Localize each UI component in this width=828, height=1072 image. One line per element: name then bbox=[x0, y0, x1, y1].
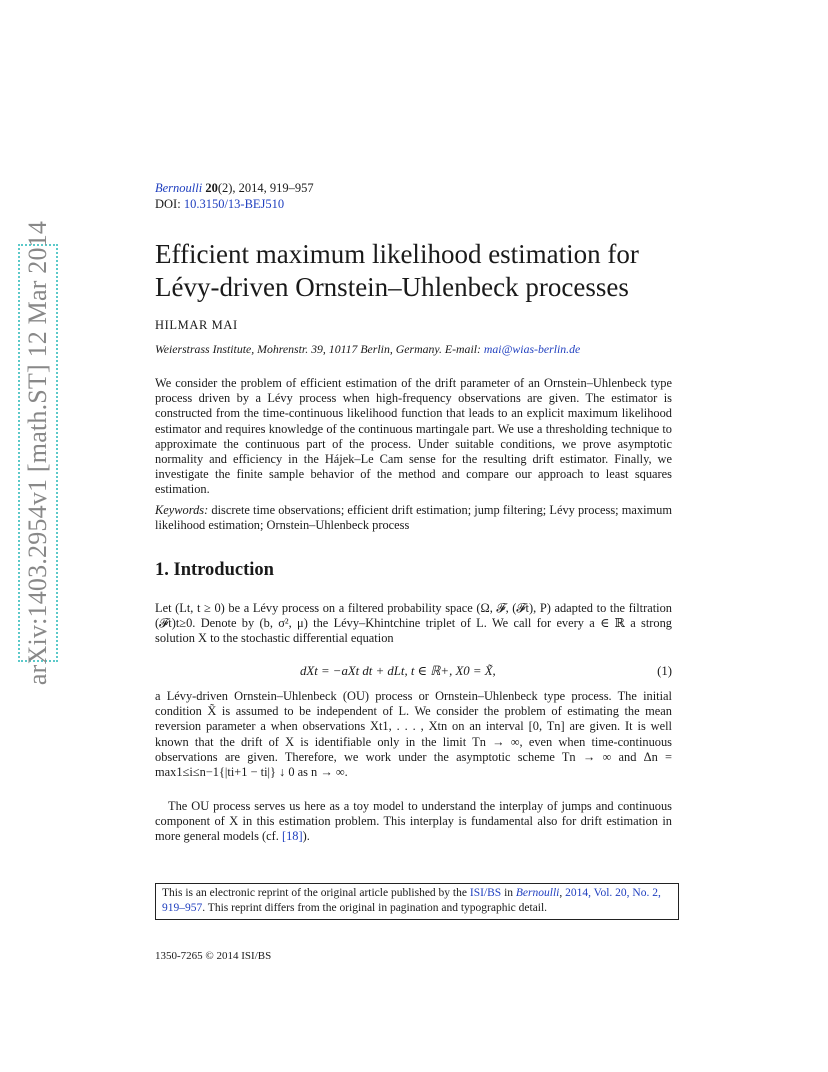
title-line-2: Lévy-driven Ornstein–Uhlenbeck processes bbox=[155, 272, 629, 302]
doi-link[interactable]: 10.3150/13-BEJ510 bbox=[183, 197, 285, 211]
reprint-citation-link[interactable]: 2014, Vol. 20, No. 2, 919–957 bbox=[162, 887, 661, 914]
arxiv-identifier: arXiv:1403.2954v1 [math.ST] 12 Mar 2014 bbox=[23, 220, 52, 686]
equation-body: dXt = −aXt dt + dLt, t ∈ ℝ+, X0 = X̃, bbox=[300, 664, 496, 678]
equation-number: (1) bbox=[657, 664, 672, 678]
reprint-journal-link[interactable]: Bernoulli bbox=[515, 887, 560, 899]
journal-citation bbox=[155, 180, 314, 196]
keywords-label: Keywords: bbox=[155, 503, 209, 517]
affiliation bbox=[155, 342, 580, 357]
intro-paragraph-1: Let (Lt, t ≥ 0) be a Lévy process on a filtered probability space (Ω, 𝓕, (𝓕t), P) adapted to the filtration (𝓕t)t≥0. Denote by (b, σ², μ) the Lévy–Khintchine triplet of L. We call for every a ∈ ℝ a strong solution X to the stochastic differential equation bbox=[155, 601, 672, 646]
isibs-link[interactable]: ISI/BS bbox=[469, 887, 502, 899]
reference-link-18[interactable]: [18] bbox=[281, 829, 303, 844]
keywords bbox=[155, 503, 672, 533]
journal-issue-pages: (2), 2014, 919–957 bbox=[217, 181, 314, 195]
intro-p3-text: The OU process serves us here as a toy model to understand the interplay of jumps and continuous component of X in this estimation problem. This interplay is fundamental also for drift estimation in more general models (cf. bbox=[155, 799, 672, 844]
reprint-text-1: This is an electronic reprint of the original article published by the bbox=[162, 887, 470, 899]
journal-link[interactable]: Bernoulli bbox=[155, 181, 203, 195]
affiliation-text: Weierstrass Institute, Mohrenstr. 39, 10117 Berlin, Germany. E-mail: bbox=[155, 342, 484, 356]
section-heading: 1. Introduction bbox=[155, 560, 274, 580]
doi-line bbox=[155, 196, 284, 212]
author-name: HILMAR MAI bbox=[155, 318, 238, 332]
arxiv-side-stamp bbox=[18, 220, 58, 686]
reprint-text-2: in bbox=[501, 887, 516, 899]
intro-paragraph-3 bbox=[155, 799, 672, 845]
journal-volume: 20 bbox=[205, 181, 218, 195]
reprint-text-3: , bbox=[559, 887, 563, 899]
reprint-text-4: . This reprint differs from the original in pagination and typographic detail. bbox=[202, 902, 548, 914]
abstract: We consider the problem of efficient estimation of the drift parameter of an Ornstein–Uhlenbeck type process driven by a Lévy process when high-frequency observations are given. The estimator is constructed from the time-continuous likelihood function that leads to an explicit maximum likelihood estimator and requires knowledge of the continuous martingale part. We use a thresholding technique to approximate the continuous part of the process. Under suitable conditions, we prove asymptotic normality and efficiency in the Hájek–Le Cam sense for the resulting drift estimator. Finally, we investigate the finite sample behavior of the method and compare our approach to least squares estimation. bbox=[155, 376, 672, 497]
doi-label: DOI: bbox=[155, 197, 181, 211]
intro-p3-end: ). bbox=[302, 829, 310, 844]
title-line-1: Efficient maximum likelihood estimation for bbox=[155, 239, 639, 269]
issn-copyright: 1350-7265 © 2014 ISI/BS bbox=[155, 950, 272, 962]
reprint-notice bbox=[155, 883, 679, 920]
keywords-text: discrete time observations; efficient drift estimation; jump filtering; Lévy process; maximum likelihood estimation; Ornstein–Uhlenbeck process bbox=[155, 503, 672, 533]
email-link[interactable]: mai@wias-berlin.de bbox=[483, 342, 581, 356]
paper-title bbox=[155, 238, 715, 304]
intro-paragraph-2: a Lévy-driven Ornstein–Uhlenbeck (OU) process or Ornstein–Uhlenbeck type process. The initial condition X̃ is assumed to be independent of L. We consider the problem of estimating the mean reversion parameter a when observations Xt1, . . . , Xtn on an interval [0, Tn] are given. It is well known that the drift of X is identifiable only in the limit Tn → ∞, even when time-continuous observations are given. Therefore, we work under the asymptotic scheme Tn → ∞ and Δn = max1≤i≤n−1{|ti+1 − ti|} ↓ 0 as n → ∞. bbox=[155, 689, 672, 780]
